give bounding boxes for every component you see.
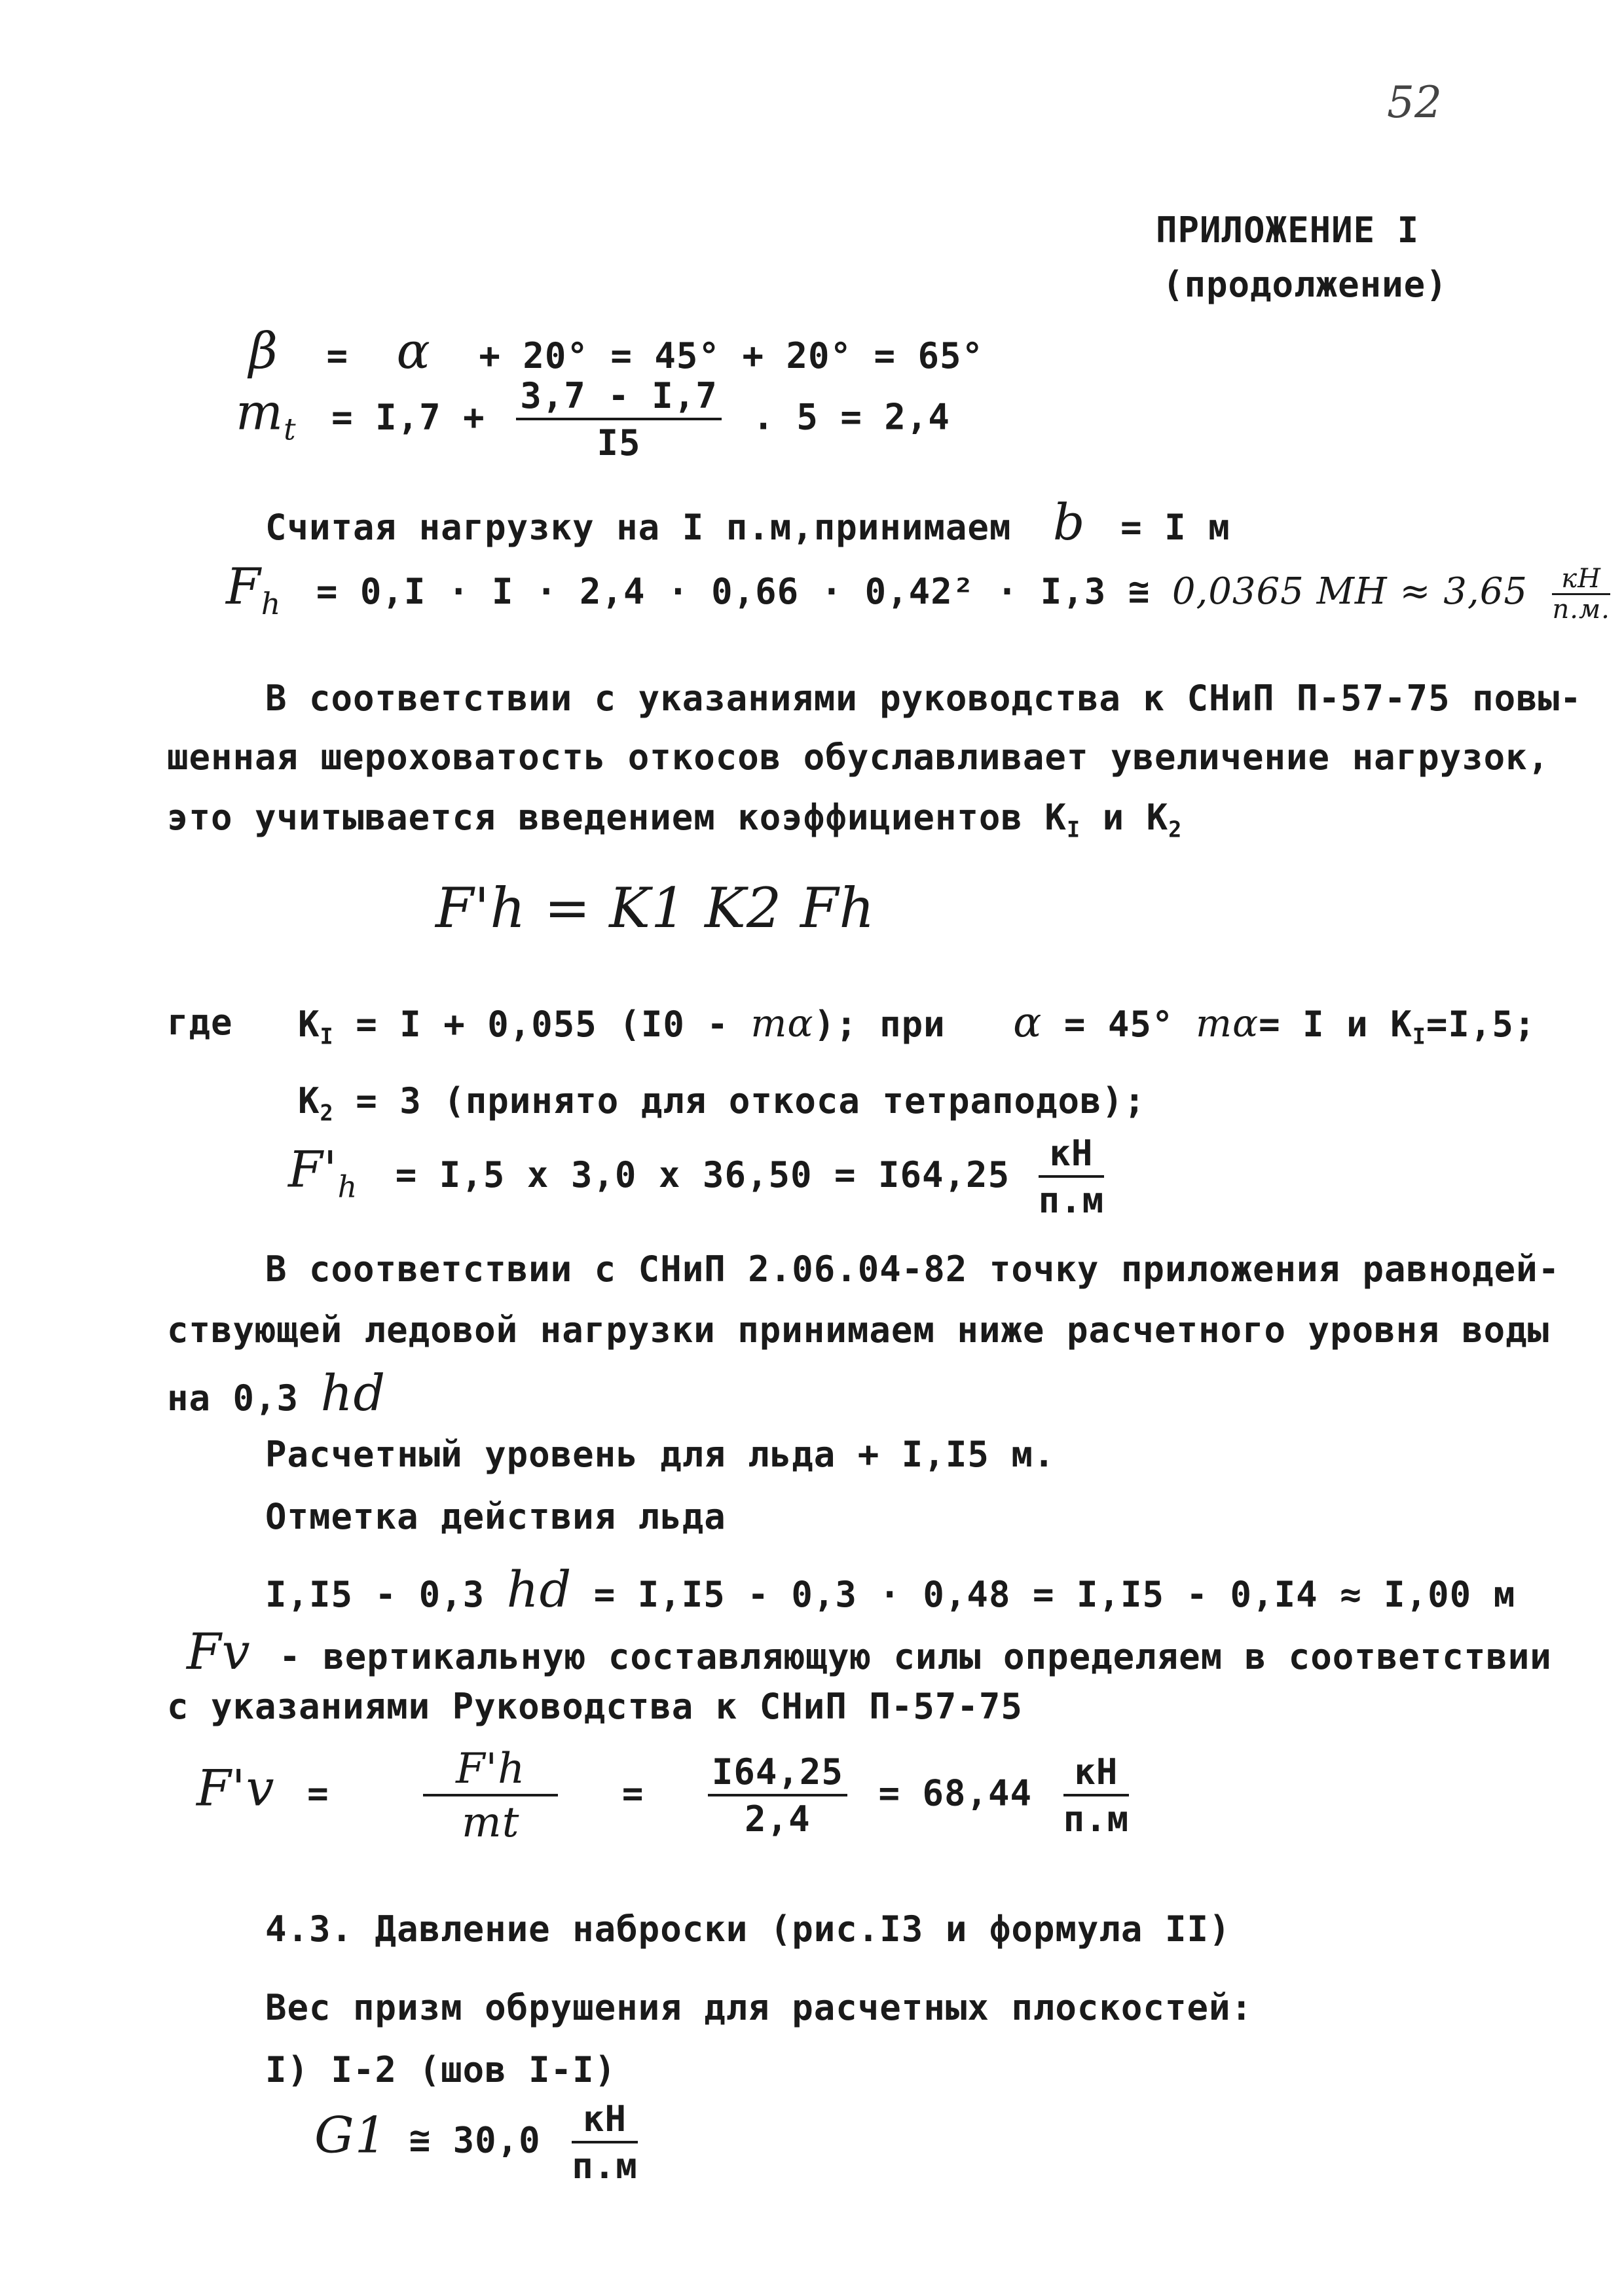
- g1-symbol: G1: [314, 2105, 388, 2164]
- k1-rest: = I + 0,055 (I0 -: [356, 1004, 729, 1045]
- fh-prime-calc-text: = I,5 x 3,0 x 36,50 = I64,25: [395, 1154, 1010, 1195]
- cond-alpha: α: [1013, 998, 1043, 1047]
- fh-symbol: F: [226, 557, 261, 615]
- k2-line: [298, 1080, 1146, 1126]
- fv-eq2: =: [621, 1772, 644, 1814]
- ice-mark-hd: hd: [506, 1560, 572, 1618]
- mt-tail: . 5 = 2,4: [752, 396, 950, 438]
- k1-letter: K: [298, 1004, 320, 1045]
- fh-hand-unit: [1552, 563, 1610, 625]
- mt-num: 3,7 - I,7: [516, 378, 722, 420]
- fv-num2: I64,25: [708, 1755, 847, 1796]
- page-number: 52: [1387, 77, 1442, 128]
- para1-line3: [167, 797, 1183, 843]
- fv-den2: 2,4: [745, 1798, 811, 1840]
- fh-text: = 0,I · I · 2,4 · 0,66 · 0,42² · I,3 ≅: [316, 571, 1151, 612]
- fv-num3: кН: [1063, 1755, 1130, 1796]
- fv-frac1: [423, 1745, 558, 1847]
- ice-level-text: Расчетный уровень для льда + I,I5 м.: [265, 1434, 1056, 1475]
- b-value: = I м: [1120, 507, 1230, 548]
- fh-prime-formula: F'h = K1 K2 Fh: [435, 876, 876, 940]
- item-1: I) I-2 (шов I-I): [265, 2049, 617, 2090]
- para1-k2-sub: 2: [1168, 816, 1183, 843]
- fv-line1: [187, 1622, 1552, 1681]
- k2-letter: K: [298, 1080, 320, 1121]
- fh-prime-unit: [1038, 1133, 1105, 1221]
- fh-hand-num: кН: [1552, 566, 1610, 595]
- fv-line2: с указаниями Руководства к СНиП П-57-75: [167, 1686, 1023, 1727]
- weights-text: Вес призм обрушения для расчетных плоскостей:: [265, 1987, 1253, 2028]
- fh-hand-value: 0,0365 МН ≈ 3,65: [1172, 570, 1528, 613]
- g1-unit-den: п.м: [572, 2145, 638, 2187]
- para1-and: и K: [1102, 797, 1169, 838]
- g1-value: ≅ 30,0: [409, 2119, 541, 2161]
- ice-mark-lead: I,I5 - 0,3: [265, 1574, 485, 1615]
- fv-eq3: = 68,44: [878, 1772, 1033, 1814]
- k1-cond: ); при: [813, 1004, 946, 1045]
- beta-symbol: β: [249, 321, 278, 380]
- para1-k1-sub: I: [1066, 816, 1081, 843]
- k1-m-alpha: mα: [750, 1001, 814, 1046]
- para1-line2: шенная шероховатость откосов обуславливает увеличение нагрузок,: [167, 737, 1550, 778]
- fh-hand-den: п.м.: [1552, 594, 1610, 625]
- mt-formula: [236, 375, 950, 464]
- fh-prime-sub: h: [337, 1169, 358, 1205]
- fv-symbol: Fv: [187, 1622, 251, 1681]
- ice-mark-calc: [265, 1560, 1516, 1618]
- fh-sub: h: [261, 586, 282, 622]
- fv-calc: [196, 1745, 1138, 1847]
- fv-frac3: [1063, 1751, 1130, 1840]
- para2-line3-text: на 0,3: [167, 1377, 299, 1419]
- fv-text: - вертикальную составляющую силы определяем в соответствии: [279, 1636, 1552, 1677]
- fv-num1: F'h: [423, 1748, 558, 1796]
- ice-mark-text: Отметка действия льда: [265, 1496, 726, 1537]
- fh-formula: [226, 557, 1610, 625]
- where-label: где: [167, 1002, 233, 1043]
- ice-mark-rest: = I,I5 - 0,3 · 0,48 = I,I5 - 0,I4 ≈ I,00 м: [593, 1574, 1516, 1615]
- fh-prime-calc: [288, 1133, 1113, 1221]
- beta-formula: [249, 321, 984, 380]
- load-text: Считая нагрузку на I п.м,принимаем: [265, 507, 1012, 548]
- mt-lead: = I,7 +: [331, 396, 485, 438]
- g1-unit: [572, 2098, 638, 2187]
- load-line: [265, 493, 1230, 551]
- fv-frac2: [708, 1751, 847, 1840]
- para1-line1: В соответствии с указаниями руководства к СНиП П-57-75 повы-: [265, 678, 1582, 719]
- alpha-symbol: α: [396, 321, 431, 380]
- fv-den3: п.м: [1063, 1798, 1130, 1840]
- para2-line1: В соответствии с СНиП 2.06.04-82 точку приложения равнодей-: [265, 1248, 1560, 1290]
- cond-m-alpha: mα: [1195, 1001, 1259, 1046]
- beta-eq: =: [326, 335, 348, 376]
- para1-line3-text: это учитывается введением коэффициентов K: [167, 797, 1067, 838]
- cond-val: =I,5;: [1426, 1004, 1536, 1045]
- mt-sub: t: [284, 411, 297, 447]
- mt-den: I5: [597, 422, 641, 464]
- section-heading: 4.3. Давление наброски (рис.I3 и формула II): [265, 1908, 1231, 1950]
- cond-tail: = I и K: [1259, 1004, 1412, 1045]
- k1-line: [298, 998, 1536, 1049]
- para2-hd-symbol: hd: [320, 1364, 386, 1422]
- g1-unit-num: кН: [572, 2102, 638, 2143]
- k1-sub: I: [320, 1023, 334, 1049]
- appendix-continued: (продолжение): [1162, 264, 1448, 305]
- k2-sub: 2: [320, 1100, 334, 1126]
- fh-prime-unit-den: п.м: [1038, 1180, 1105, 1221]
- cond-sub: I: [1412, 1023, 1426, 1049]
- fv-eq1: =: [307, 1772, 329, 1814]
- beta-rest: + 20° = 45° + 20° = 65°: [479, 335, 984, 376]
- k2-rest: = 3 (принято для откоса тетраподов);: [356, 1080, 1146, 1121]
- fv-den1: mt: [462, 1798, 520, 1847]
- cond-eq: = 45°: [1063, 1004, 1174, 1045]
- fh-prime-symbol: F': [288, 1140, 338, 1199]
- para2-line2: ствующей ледовой нагрузки принимаем ниже расчетного уровня воды: [167, 1309, 1550, 1351]
- appendix-title: ПРИЛОЖЕНИЕ I: [1156, 210, 1420, 251]
- mt-symbol: m: [236, 382, 284, 441]
- g1-formula: [314, 2098, 647, 2187]
- fv-prime-symbol: F'v: [196, 1758, 275, 1817]
- para2-line3: [167, 1364, 386, 1422]
- mt-fraction: [516, 375, 722, 464]
- b-symbol: b: [1052, 493, 1086, 551]
- fh-prime-unit-num: кН: [1039, 1136, 1105, 1178]
